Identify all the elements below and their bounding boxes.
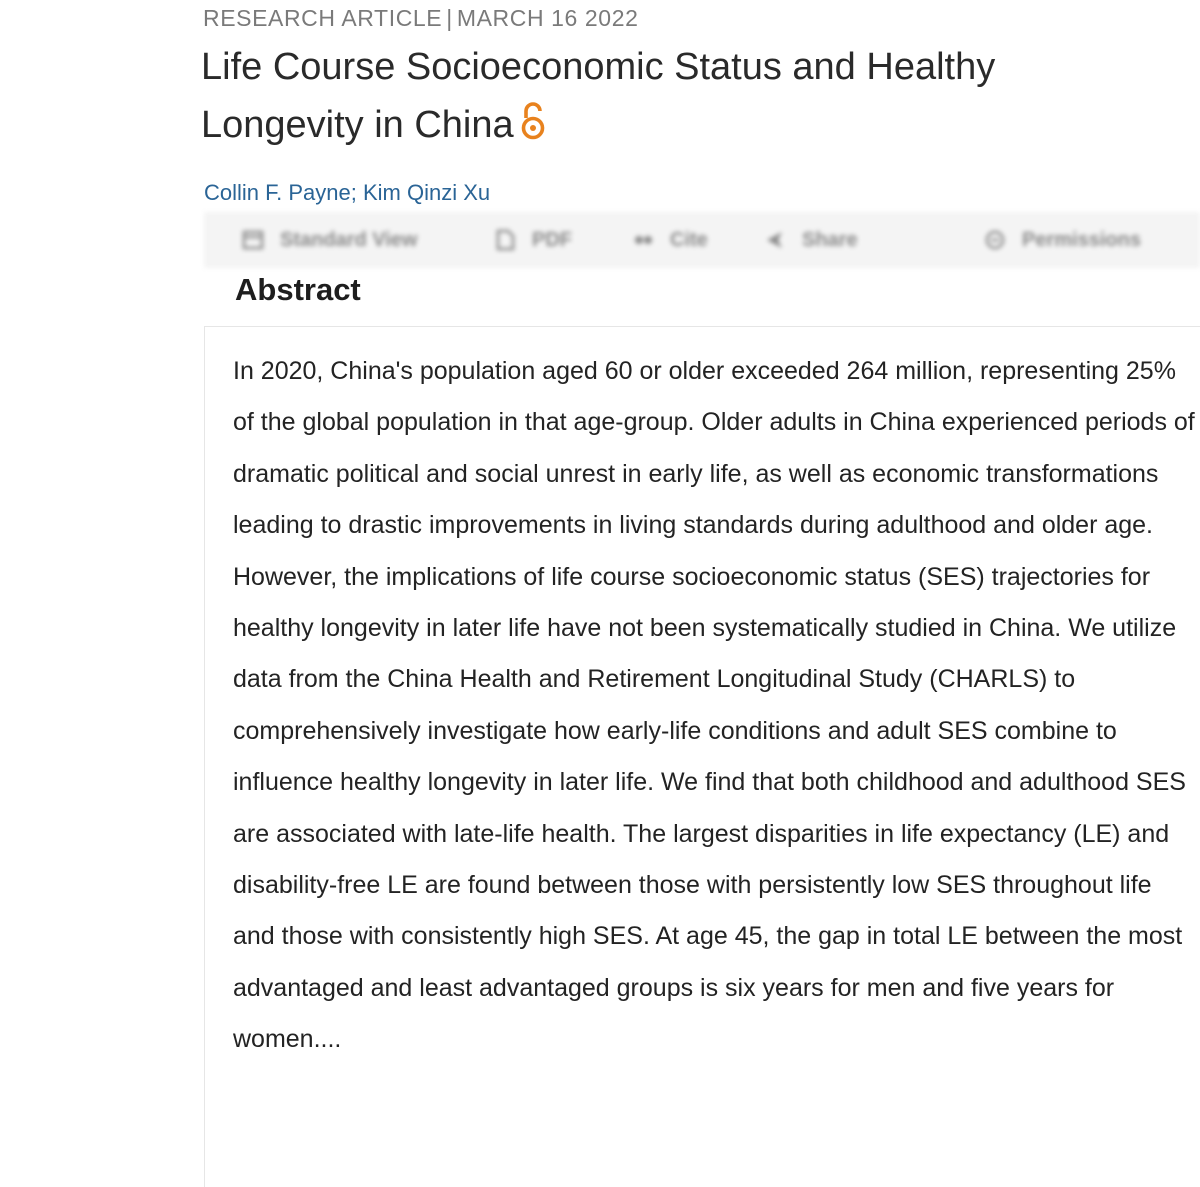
article-title <box>201 38 1101 154</box>
article-toolbar <box>204 212 1200 268</box>
permissions-icon <box>984 229 1006 251</box>
article-meta <box>203 5 639 32</box>
publication-date: MARCH 16 2022 <box>456 5 639 31</box>
standard-view-label: Standard View <box>280 228 418 251</box>
pdf-icon <box>494 229 516 251</box>
standard-view-button[interactable] <box>242 229 417 252</box>
abstract-body: In 2020, China's population aged 60 or older exceeded 264 million, representing 25% of the global population in that age-group. Older adults in China experienced periods of dramatic political and social unrest in early life, as well as economic transformations leading to drastic improvements in living standards during adulthood and older age. However, the implications of life course socioeconomic status (SES) trajectories for healthy longevity in later life have not been systematically studied in China. We utilize data from the China Health and Retirement Longitudinal Study (CHARLS) to comprehensively investigate how early-life conditions and adult SES combine to influence healthy longevity in later life. We find that both childhood and adulthood SES are associated with late-life health. The largest disparities in life expectancy (LE) and disability-free LE are found between those with persistently low SES throughout life and those with consistently high SES. At age 45, the gap in total LE between the most advantaged and least advantaged groups is six years for men and five years for women.... <box>233 357 1195 1054</box>
permissions-button[interactable] <box>984 229 1141 252</box>
open-access-lock-icon <box>520 101 546 141</box>
abstract-heading: Abstract <box>235 272 361 307</box>
cite-icon <box>632 229 654 251</box>
cite-button[interactable] <box>632 229 708 252</box>
author-list <box>204 180 490 206</box>
pdf-label: PDF <box>532 228 572 251</box>
author-separator: ; <box>350 180 357 205</box>
share-label: Share <box>802 228 858 251</box>
share-icon <box>764 229 786 251</box>
standard-view-icon <box>242 229 264 251</box>
article-title-text: Life Course Socioeconomic Status and Healthy Longevity in China <box>201 46 996 146</box>
meta-separator: | <box>446 5 453 31</box>
author-link-xu[interactable]: Kim Qinzi Xu <box>363 180 491 205</box>
pdf-button[interactable] <box>494 229 572 252</box>
share-button[interactable] <box>764 229 858 252</box>
cite-label: Cite <box>670 228 708 251</box>
author-link-payne[interactable]: Collin F. Payne <box>204 180 351 205</box>
permissions-label: Permissions <box>1022 228 1141 251</box>
article-type-label: RESEARCH ARTICLE <box>203 5 443 31</box>
